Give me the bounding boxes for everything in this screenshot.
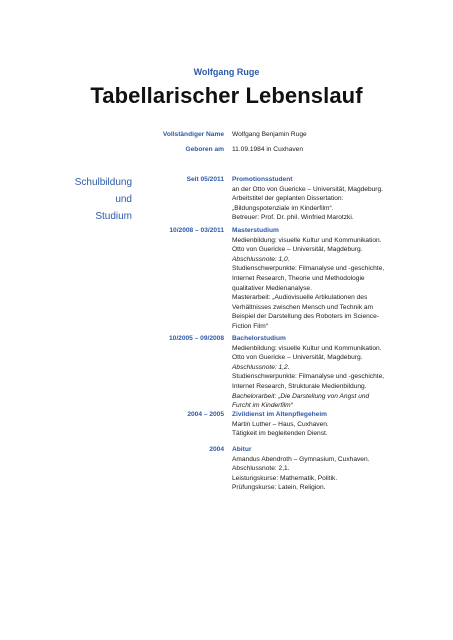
entry-line: Tätigkeit im begleitenden Dienst. xyxy=(232,430,328,438)
entry-line: Masterarbeit: „Audiovisuelle Artikulationen des xyxy=(232,294,368,302)
entry-date-phd: Seit 05/2011 xyxy=(186,176,224,183)
entry-heading: Promotionsstudent xyxy=(232,176,293,183)
entry-line: „Bildungspotenziale im Kinderfilm“. xyxy=(232,204,334,212)
entry-line: qualitativer Medienanalyse. xyxy=(232,284,312,292)
entry-line: Otto von Guericke – Universität, Magdeburg. xyxy=(232,354,363,362)
entry-date-bachelor: 10/2005 – 09/2008 xyxy=(168,335,224,342)
entry-heading: Abitur xyxy=(232,446,252,453)
birth-date-value: 11.09.1984 in Cuxhaven xyxy=(232,146,303,153)
entry-line: Bachelorarbeit: „Die Darstellung von Angst und xyxy=(232,392,370,400)
entry-line: Medienbildung: visuelle Kultur und Kommunikation. xyxy=(232,344,382,352)
entry-phd xyxy=(232,175,417,223)
entry-heading: Bachelorstudium xyxy=(232,335,286,342)
entry-date-abitur: 2004 xyxy=(209,446,224,453)
entry-line: Fiction Film“ xyxy=(232,322,268,330)
entry-heading: Masterstudium xyxy=(232,227,279,234)
entry-civil-service xyxy=(232,410,417,439)
entry-master xyxy=(232,226,417,332)
birth-date-label: Geboren am xyxy=(185,146,224,153)
section-heading-line-2: Studium xyxy=(95,211,132,222)
entry-line: Internet Research, Theorie und Methodologie xyxy=(232,274,365,282)
section-heading-line-1: Schulbildung und xyxy=(74,177,132,205)
entry-line: Medienbildung: visuelle Kultur und Kommunikation. xyxy=(232,236,382,244)
entry-line: Internet Research, Strukturale Medienbildung. xyxy=(232,382,367,390)
entry-line: Martin Luther – Haus, Cuxhaven. xyxy=(232,420,329,428)
entry-line: an der Otto von Guericke – Universität, Magdeburg. xyxy=(232,185,383,193)
entry-bachelor xyxy=(232,334,417,411)
entry-line: Studienschwerpunkte: Filmanalyse und -geschichte, xyxy=(232,373,385,381)
entry-grade: Abschlussnote: 1,2. xyxy=(232,363,290,371)
entry-line: Beispiel der Darstellung des Roboters im Science- xyxy=(232,313,379,321)
entry-line: Prüfungskurse: Latein, Religion. xyxy=(232,484,326,492)
page-title: Tabellarischer Lebenslauf xyxy=(90,83,363,108)
entry-date-civil-service: 2004 – 2005 xyxy=(187,411,224,418)
entry-line: Betreuer: Prof. Dr. phil. Winfried Marotzki. xyxy=(232,214,354,222)
entry-heading: Zivildienst im Altenpflegeheim xyxy=(232,411,328,418)
entry-line: Arbeitstitel der geplanten Dissertation: xyxy=(232,195,344,203)
entry-line: Studienschwerpunkte: Filmanalyse und -geschichte, xyxy=(232,265,385,273)
entry-line: Furcht im Kinderfilm“ xyxy=(232,402,293,410)
entry-line: Verhältnisses zwischen Mensch und Technik am xyxy=(232,303,373,311)
entry-date-master: 10/2008 – 03/2011 xyxy=(169,227,224,234)
entry-line: Abschlussnote: 2,1. xyxy=(232,465,290,473)
entry-line: Amandus Abendroth – Gymnasium, Cuxhaven. xyxy=(232,455,370,463)
entry-line: Otto von Guericke – Universität, Magdeburg. xyxy=(232,246,363,254)
full-name-value: Wolfgang Benjamin Ruge xyxy=(232,131,307,138)
full-name-label: Vollständiger Name xyxy=(162,131,224,138)
entry-line: Leistungskurse: Mathematik, Politik. xyxy=(232,474,338,482)
entry-abitur xyxy=(232,445,417,493)
entry-grade: Abschlussnote: 1,0. xyxy=(232,255,290,263)
author-name: Wolfgang Ruge xyxy=(193,67,260,77)
